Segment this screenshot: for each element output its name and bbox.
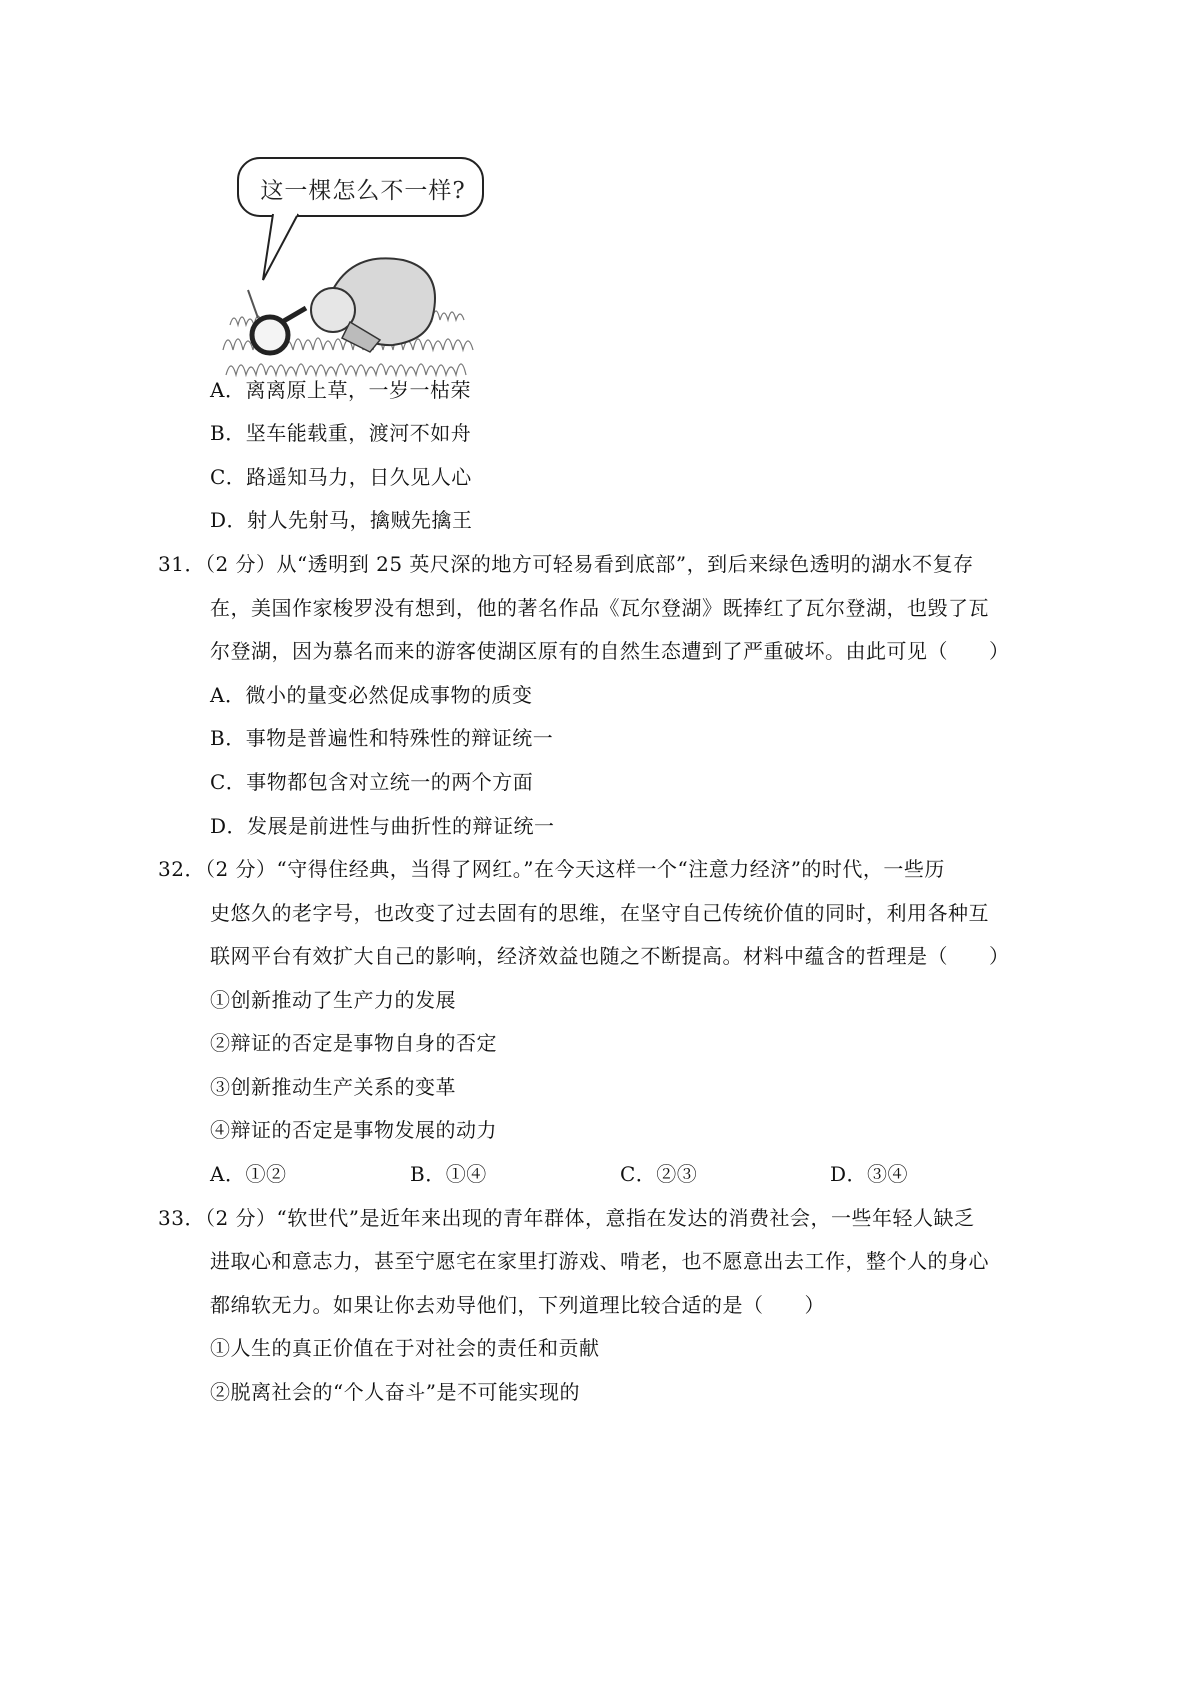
q32-stem-line-1: 32．（2 分）“守得住经典，当得了网红。”在今天这样一个“注意力经济”的时代，一些历	[158, 857, 945, 881]
q30-option-c: C．路遥知马力，日久见人心	[210, 465, 472, 489]
q32-statement-2: ②辩证的否定是事物自身的否定	[210, 1031, 497, 1055]
q32-statement-1: ①创新推动了生产力的发展	[210, 988, 456, 1012]
q33-statement-2: ②脱离社会的“个人奋斗”是不可能实现的	[210, 1380, 580, 1404]
q31-option-d: D．发展是前进性与曲折性的辩证统一	[210, 814, 555, 838]
q32-stem-line-2: 史悠久的老字号，也改变了过去固有的思维，在坚守自己传统价值的同时，利用各种互	[210, 901, 989, 925]
q31-option-a: A．微小的量变必然促成事物的质变	[210, 683, 533, 707]
q31-option-b: B．事物是普遍性和特殊性的辩证统一	[210, 726, 554, 750]
q31-stem-line-3: 尔登湖，因为慕名而来的游客使湖区原有的自然生态遭到了严重破坏。由此可见（ ）	[210, 639, 1010, 663]
q33-stem-line-2: 进取心和意志力，甚至宁愿宅在家里打游戏、啃老，也不愿意出去工作，整个人的身心	[210, 1249, 989, 1273]
q32-statement-4: ④辩证的否定是事物发展的动力	[210, 1118, 497, 1142]
q30-option-a: A．离离原上草，一岁一枯荣	[210, 378, 471, 402]
q32-statement-3: ③创新推动生产关系的变革	[210, 1075, 456, 1099]
q32-option-b: B．①④	[410, 1162, 487, 1186]
q32-option-d: D．③④	[830, 1162, 909, 1186]
q33-stem-line-1: 33．（2 分）“软世代”是近年来出现的青年群体，意指在发达的消费社会，一些年轻人缺乏	[158, 1206, 975, 1230]
q32-stem-line-3: 联网平台有效扩大自己的影响，经济效益也随之不断提高。材料中蕴含的哲理是（ ）	[210, 944, 1010, 968]
q32-option-c: C．②③	[620, 1162, 698, 1186]
q33-stem-line-3: 都绵软无力。如果让你去劝导他们，下列道理比较合适的是（ ）	[210, 1293, 825, 1317]
speech-bubble-text: 这一棵怎么不一样?	[260, 178, 466, 204]
cartoon-illustration	[218, 150, 498, 390]
q31-stem-line-1: 31．（2 分）从“透明到 25 英尺深的地方可轻易看到底部”，到后来绿色透明的湖水不复存	[158, 552, 974, 576]
q30-option-d: D．射人先射马，擒贼先擒王	[210, 508, 473, 532]
q31-option-c: C．事物都包含对立统一的两个方面	[210, 770, 534, 794]
q31-stem-line-2: 在，美国作家梭罗没有想到，他的著名作品《瓦尔登湖》既捧红了瓦尔登湖，也毁了瓦	[210, 596, 989, 620]
q30-option-b: B．坚车能载重，渡河不如舟	[210, 421, 472, 445]
q33-statement-1: ①人生的真正价值在于对社会的责任和贡献	[210, 1336, 600, 1360]
q32-option-a: A．①②	[210, 1162, 287, 1186]
